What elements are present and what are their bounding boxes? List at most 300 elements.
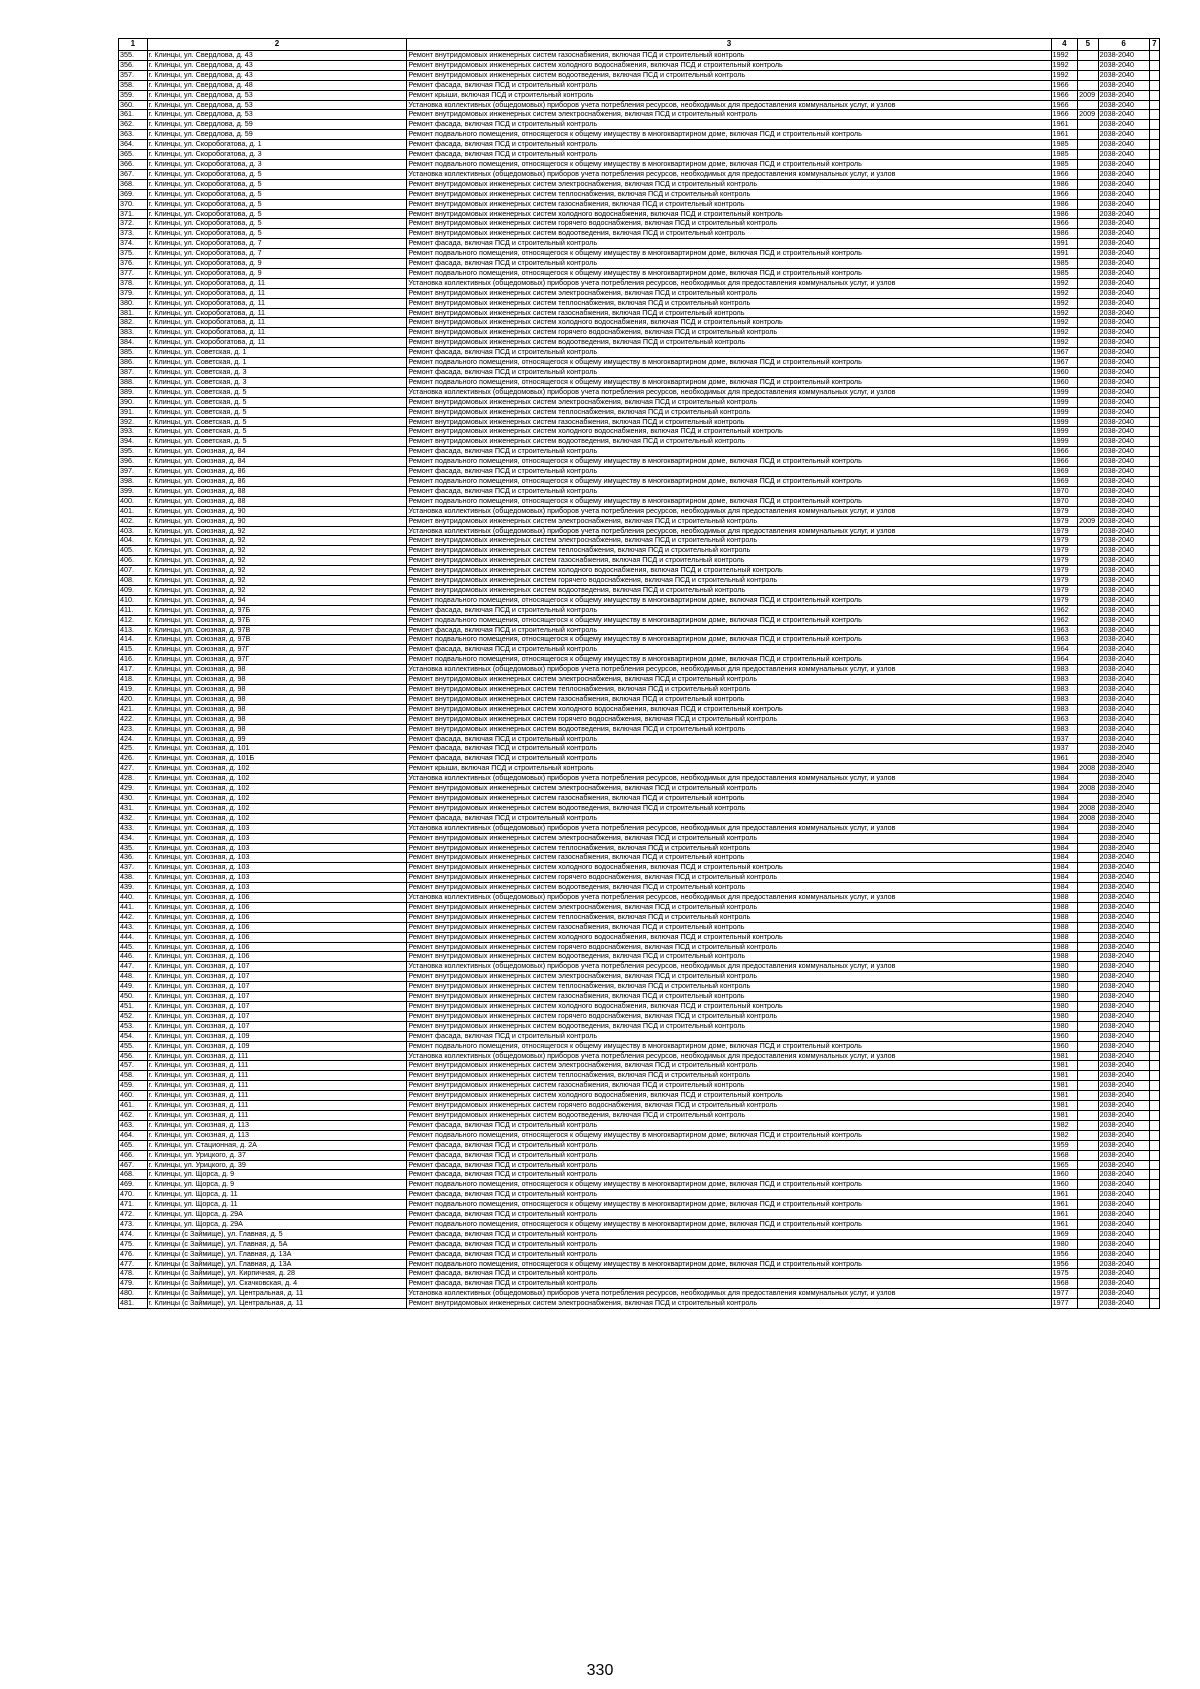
address-cell: г. Клинцы, ул. Скоробогатова, д. 9 xyxy=(147,268,407,278)
extra-col-cell xyxy=(1149,1289,1159,1299)
table-row xyxy=(119,447,1160,457)
row-number-cell: 422. xyxy=(119,714,148,724)
work-type-cell: Ремонт фасада, включая ПСД и строительный контроль xyxy=(407,1239,1051,1249)
address-cell: г. Клинцы, ул. Советская, д. 5 xyxy=(147,427,407,437)
planned-period-cell: 2038-2040 xyxy=(1098,843,1149,853)
planned-period-cell: 2038-2040 xyxy=(1098,1279,1149,1289)
work-type-cell: Ремонт внутридомовых инженерных систем теплоснабжения, включая ПСД и строительный контроль xyxy=(407,912,1051,922)
build-year-cell: 1966 xyxy=(1051,189,1078,199)
work-type-cell: Ремонт внутридомовых инженерных систем водоотведения, включая ПСД и строительный контроль xyxy=(407,952,1051,962)
build-year-cell: 1966 xyxy=(1051,90,1078,100)
row-number-cell: 372. xyxy=(119,219,148,229)
planned-period-cell: 2038-2040 xyxy=(1098,179,1149,189)
build-year-cell: 1988 xyxy=(1051,922,1078,932)
row-number-cell: 402. xyxy=(119,516,148,526)
address-cell: г. Клинцы, ул. Свердлова, д. 53 xyxy=(147,90,407,100)
last-repair-year-cell xyxy=(1078,863,1098,873)
last-repair-year-cell xyxy=(1078,229,1098,239)
build-year-cell: 1970 xyxy=(1051,496,1078,506)
work-type-cell: Ремонт внутридомовых инженерных систем электроснабжения, включая ПСД и строительный контроль xyxy=(407,972,1051,982)
work-type-cell: Ремонт фасада, включая ПСД и строительный контроль xyxy=(407,1210,1051,1220)
work-type-cell: Ремонт внутридомовых инженерных систем водоотведения, включая ПСД и строительный контроль xyxy=(407,803,1051,813)
planned-period-cell: 2038-2040 xyxy=(1098,714,1149,724)
extra-col-cell xyxy=(1149,239,1159,249)
address-cell: г. Клинцы, ул. Союзная, д. 86 xyxy=(147,476,407,486)
build-year-cell: 1979 xyxy=(1051,536,1078,546)
header-col-1: 1 xyxy=(119,39,148,51)
last-repair-year-cell xyxy=(1078,675,1098,685)
table-row xyxy=(119,229,1160,239)
last-repair-year-cell xyxy=(1078,120,1098,130)
work-type-cell: Ремонт внутридомовых инженерных систем холодного водоснабжения, включая ПСД и строительный контроль xyxy=(407,318,1051,328)
planned-period-cell: 2038-2040 xyxy=(1098,417,1149,427)
last-repair-year-cell xyxy=(1078,1130,1098,1140)
row-number-cell: 440. xyxy=(119,893,148,903)
row-number-cell: 427. xyxy=(119,764,148,774)
table-row xyxy=(119,506,1160,516)
address-cell: г. Клинцы, ул. Союзная, д. 98 xyxy=(147,704,407,714)
build-year-cell: 1986 xyxy=(1051,229,1078,239)
planned-period-cell: 2038-2040 xyxy=(1098,734,1149,744)
planned-period-cell: 2038-2040 xyxy=(1098,942,1149,952)
last-repair-year-cell xyxy=(1078,318,1098,328)
address-cell: г. Клинцы, ул. Скоробогатова, д. 5 xyxy=(147,179,407,189)
table-row xyxy=(119,70,1160,80)
address-cell: г. Клинцы, ул. Щорса, д. 9 xyxy=(147,1170,407,1180)
planned-period-cell: 2038-2040 xyxy=(1098,823,1149,833)
extra-col-cell xyxy=(1149,585,1159,595)
address-cell: г. Клинцы, ул. Союзная, д. 97Г xyxy=(147,645,407,655)
last-repair-year-cell xyxy=(1078,348,1098,358)
planned-period-cell: 2038-2040 xyxy=(1098,51,1149,61)
extra-col-cell xyxy=(1149,189,1159,199)
table-row xyxy=(119,189,1160,199)
last-repair-year-cell xyxy=(1078,1190,1098,1200)
build-year-cell: 1984 xyxy=(1051,823,1078,833)
work-type-cell: Ремонт внутридомовых инженерных систем электроснабжения, включая ПСД и строительный контроль xyxy=(407,110,1051,120)
planned-period-cell: 2038-2040 xyxy=(1098,70,1149,80)
planned-period-cell: 2038-2040 xyxy=(1098,1160,1149,1170)
planned-period-cell: 2038-2040 xyxy=(1098,447,1149,457)
row-number-cell: 444. xyxy=(119,932,148,942)
last-repair-year-cell xyxy=(1078,843,1098,853)
table-row xyxy=(119,526,1160,536)
last-repair-year-cell xyxy=(1078,1229,1098,1239)
work-type-cell: Ремонт фасада, включая ПСД и строительный контроль xyxy=(407,813,1051,823)
address-cell: г. Клинцы, ул. Союзная, д. 102 xyxy=(147,774,407,784)
last-repair-year-cell xyxy=(1078,1289,1098,1299)
row-number-cell: 356. xyxy=(119,60,148,70)
table-row xyxy=(119,556,1160,566)
extra-col-cell xyxy=(1149,358,1159,368)
planned-period-cell: 2038-2040 xyxy=(1098,1190,1149,1200)
table-row xyxy=(119,130,1160,140)
extra-col-cell xyxy=(1149,140,1159,150)
extra-col-cell xyxy=(1149,90,1159,100)
build-year-cell: 1961 xyxy=(1051,754,1078,764)
planned-period-cell: 2038-2040 xyxy=(1098,625,1149,635)
build-year-cell: 1999 xyxy=(1051,437,1078,447)
address-cell: г. Клинцы, ул. Союзная, д. 97В xyxy=(147,635,407,645)
address-cell: г. Клинцы, ул. Союзная, д. 84 xyxy=(147,457,407,467)
row-number-cell: 480. xyxy=(119,1289,148,1299)
work-type-cell: Ремонт внутридомовых инженерных систем электроснабжения, включая ПСД и строительный контроль xyxy=(407,397,1051,407)
row-number-cell: 452. xyxy=(119,1011,148,1021)
extra-col-cell xyxy=(1149,70,1159,80)
extra-col-cell xyxy=(1149,992,1159,1002)
build-year-cell: 1979 xyxy=(1051,576,1078,586)
last-repair-year-cell xyxy=(1078,546,1098,556)
address-cell: г. Клинцы, ул. Скоробогатова, д. 11 xyxy=(147,328,407,338)
last-repair-year-cell xyxy=(1078,1279,1098,1289)
row-number-cell: 429. xyxy=(119,784,148,794)
row-number-cell: 357. xyxy=(119,70,148,80)
table-row xyxy=(119,675,1160,685)
row-number-cell: 468. xyxy=(119,1170,148,1180)
row-number-cell: 358. xyxy=(119,80,148,90)
row-number-cell: 377. xyxy=(119,268,148,278)
work-type-cell: Установка коллективных (общедомовых) приборов учета потребления ресурсов, необходимых для предоставления коммунальных услуг, и узлов xyxy=(407,1289,1051,1299)
last-repair-year-cell xyxy=(1078,308,1098,318)
last-repair-year-cell xyxy=(1078,209,1098,219)
row-number-cell: 467. xyxy=(119,1160,148,1170)
table-row xyxy=(119,496,1160,506)
extra-col-cell xyxy=(1149,110,1159,120)
planned-period-cell: 2038-2040 xyxy=(1098,1041,1149,1051)
table-row xyxy=(119,546,1160,556)
last-repair-year-cell xyxy=(1078,1200,1098,1210)
address-cell: г. Клинцы, ул. Союзная, д. 111 xyxy=(147,1101,407,1111)
address-cell: г. Клинцы, ул. Советская, д. 5 xyxy=(147,387,407,397)
address-cell: г. Клинцы, ул. Свердлова, д. 43 xyxy=(147,60,407,70)
planned-period-cell: 2038-2040 xyxy=(1098,774,1149,784)
row-number-cell: 400. xyxy=(119,496,148,506)
row-number-cell: 404. xyxy=(119,536,148,546)
last-repair-year-cell xyxy=(1078,1051,1098,1061)
table-row xyxy=(119,724,1160,734)
build-year-cell: 1984 xyxy=(1051,813,1078,823)
last-repair-year-cell xyxy=(1078,704,1098,714)
extra-col-cell xyxy=(1149,159,1159,169)
address-cell: г. Клинцы, ул. Свердлова, д. 59 xyxy=(147,120,407,130)
extra-col-cell xyxy=(1149,1170,1159,1180)
work-type-cell: Ремонт фасада, включая ПСД и строительный контроль xyxy=(407,80,1051,90)
row-number-cell: 454. xyxy=(119,1031,148,1041)
planned-period-cell: 2038-2040 xyxy=(1098,1011,1149,1021)
extra-col-cell xyxy=(1149,1081,1159,1091)
table-row xyxy=(119,605,1160,615)
extra-col-cell xyxy=(1149,744,1159,754)
last-repair-year-cell xyxy=(1078,1081,1098,1091)
planned-period-cell: 2038-2040 xyxy=(1098,1249,1149,1259)
build-year-cell: 1981 xyxy=(1051,1081,1078,1091)
work-type-cell: Ремонт внутридомовых инженерных систем теплоснабжения, включая ПСД и строительный контроль xyxy=(407,546,1051,556)
last-repair-year-cell xyxy=(1078,774,1098,784)
row-number-cell: 374. xyxy=(119,239,148,249)
row-number-cell: 376. xyxy=(119,259,148,269)
last-repair-year-cell xyxy=(1078,1021,1098,1031)
work-type-cell: Ремонт внутридомовых инженерных систем холодного водоснабжения, включая ПСД и строительный контроль xyxy=(407,1091,1051,1101)
build-year-cell: 1966 xyxy=(1051,100,1078,110)
extra-col-cell xyxy=(1149,576,1159,586)
address-cell: г. Клинцы, ул. Союзная, д. 107 xyxy=(147,992,407,1002)
table-row xyxy=(119,655,1160,665)
extra-col-cell xyxy=(1149,407,1159,417)
last-repair-year-cell xyxy=(1078,962,1098,972)
table-row xyxy=(119,694,1160,704)
page-number: 330 xyxy=(586,1662,614,1679)
table-row xyxy=(119,1180,1160,1190)
table-row xyxy=(119,249,1160,259)
last-repair-year-cell xyxy=(1078,328,1098,338)
last-repair-year-cell xyxy=(1078,823,1098,833)
extra-col-cell xyxy=(1149,229,1159,239)
planned-period-cell: 2038-2040 xyxy=(1098,1021,1149,1031)
address-cell: г. Клинцы, ул. Союзная, д. 86 xyxy=(147,467,407,477)
planned-period-cell: 2038-2040 xyxy=(1098,1051,1149,1061)
table-row xyxy=(119,1061,1160,1071)
extra-col-cell xyxy=(1149,883,1159,893)
extra-col-cell xyxy=(1149,1011,1159,1021)
work-type-cell: Ремонт фасада, включая ПСД и строительный контроль xyxy=(407,734,1051,744)
repair-schedule-table xyxy=(118,38,1160,1309)
last-repair-year-cell xyxy=(1078,1110,1098,1120)
work-type-cell: Ремонт подвального помещения, относящегося к общему имуществу в многоквартирном доме, включая ПСД и строительный контроль xyxy=(407,1041,1051,1051)
build-year-cell: 1960 xyxy=(1051,1031,1078,1041)
build-year-cell: 1983 xyxy=(1051,685,1078,695)
work-type-cell: Ремонт подвального помещения, относящегося к общему имуществу в многоквартирном доме, включая ПСД и строительный контроль xyxy=(407,1259,1051,1269)
address-cell: г. Клинцы, ул. Союзная, д. 109 xyxy=(147,1041,407,1051)
address-cell: г. Клинцы, ул. Союзная, д. 97Г xyxy=(147,655,407,665)
last-repair-year-cell xyxy=(1078,476,1098,486)
table-row xyxy=(119,932,1160,942)
planned-period-cell: 2038-2040 xyxy=(1098,358,1149,368)
address-cell: г. Клинцы, ул. Союзная, д. 98 xyxy=(147,714,407,724)
last-repair-year-cell xyxy=(1078,377,1098,387)
build-year-cell: 1986 xyxy=(1051,209,1078,219)
address-cell: г. Клинцы (с Займище), ул. Главная, д. 13А xyxy=(147,1259,407,1269)
planned-period-cell: 2038-2040 xyxy=(1098,1061,1149,1071)
last-repair-year-cell xyxy=(1078,665,1098,675)
extra-col-cell xyxy=(1149,932,1159,942)
row-number-cell: 381. xyxy=(119,308,148,318)
planned-period-cell: 2038-2040 xyxy=(1098,972,1149,982)
row-number-cell: 384. xyxy=(119,338,148,348)
work-type-cell: Ремонт внутридомовых инженерных систем газоснабжения, включая ПСД и строительный контроль xyxy=(407,556,1051,566)
last-repair-year-cell: 2009 xyxy=(1078,90,1098,100)
extra-col-cell xyxy=(1149,853,1159,863)
work-type-cell: Установка коллективных (общедомовых) приборов учета потребления ресурсов, необходимых для предоставления коммунальных услуг, и узлов xyxy=(407,278,1051,288)
last-repair-year-cell xyxy=(1078,1259,1098,1269)
address-cell: г. Клинцы, ул. Скоробогатова, д. 11 xyxy=(147,288,407,298)
last-repair-year-cell xyxy=(1078,506,1098,516)
row-number-cell: 382. xyxy=(119,318,148,328)
extra-col-cell xyxy=(1149,1210,1159,1220)
planned-period-cell: 2038-2040 xyxy=(1098,298,1149,308)
extra-col-cell xyxy=(1149,863,1159,873)
last-repair-year-cell xyxy=(1078,457,1098,467)
extra-col-cell xyxy=(1149,130,1159,140)
last-repair-year-cell xyxy=(1078,219,1098,229)
last-repair-year-cell xyxy=(1078,833,1098,843)
row-number-cell: 415. xyxy=(119,645,148,655)
extra-col-cell xyxy=(1149,1219,1159,1229)
work-type-cell: Ремонт фасада, включая ПСД и строительный контроль xyxy=(407,1190,1051,1200)
build-year-cell: 1980 xyxy=(1051,1021,1078,1031)
extra-col-cell xyxy=(1149,605,1159,615)
address-cell: г. Клинцы, ул. Союзная, д. 111 xyxy=(147,1071,407,1081)
address-cell: г. Клинцы, ул. Урицкого, д. 37 xyxy=(147,1150,407,1160)
row-number-cell: 447. xyxy=(119,962,148,972)
row-number-cell: 445. xyxy=(119,942,148,952)
table-row xyxy=(119,1160,1160,1170)
table-row xyxy=(119,219,1160,229)
address-cell: г. Клинцы, ул. Союзная, д. 102 xyxy=(147,803,407,813)
address-cell: г. Клинцы, ул. Союзная, д. 107 xyxy=(147,972,407,982)
table-row xyxy=(119,298,1160,308)
row-number-cell: 461. xyxy=(119,1101,148,1111)
build-year-cell: 1992 xyxy=(1051,298,1078,308)
last-repair-year-cell xyxy=(1078,615,1098,625)
planned-period-cell: 2038-2040 xyxy=(1098,1180,1149,1190)
table-row xyxy=(119,1269,1160,1279)
table-row xyxy=(119,1279,1160,1289)
build-year-cell: 1992 xyxy=(1051,288,1078,298)
table-row xyxy=(119,1259,1160,1269)
address-cell: г. Клинцы, ул. Союзная, д. 109 xyxy=(147,1031,407,1041)
extra-col-cell xyxy=(1149,60,1159,70)
work-type-cell: Ремонт внутридомовых инженерных систем электроснабжения, включая ПСД и строительный контроль xyxy=(407,675,1051,685)
extra-col-cell xyxy=(1149,1120,1159,1130)
work-type-cell: Ремонт подвального помещения, относящегося к общему имуществу в многоквартирном доме, включая ПСД и строительный контроль xyxy=(407,1130,1051,1140)
work-type-cell: Ремонт внутридомовых инженерных систем газоснабжения, включая ПСД и строительный контроль xyxy=(407,308,1051,318)
extra-col-cell xyxy=(1149,1031,1159,1041)
planned-period-cell: 2038-2040 xyxy=(1098,922,1149,932)
row-number-cell: 469. xyxy=(119,1180,148,1190)
address-cell: г. Клинцы, ул. Союзная, д. 98 xyxy=(147,675,407,685)
build-year-cell: 1979 xyxy=(1051,595,1078,605)
extra-col-cell xyxy=(1149,1051,1159,1061)
table-row xyxy=(119,80,1160,90)
extra-col-cell xyxy=(1149,813,1159,823)
address-cell: г. Клинцы, ул. Союзная, д. 102 xyxy=(147,813,407,823)
table-row xyxy=(119,942,1160,952)
row-number-cell: 395. xyxy=(119,447,148,457)
extra-col-cell xyxy=(1149,833,1159,843)
last-repair-year-cell xyxy=(1078,942,1098,952)
extra-col-cell xyxy=(1149,516,1159,526)
table-row xyxy=(119,169,1160,179)
work-type-cell: Ремонт внутридомовых инженерных систем электроснабжения, включая ПСД и строительный контроль xyxy=(407,1061,1051,1071)
address-cell: г. Клинцы, ул. Свердлова, д. 43 xyxy=(147,70,407,80)
build-year-cell: 1985 xyxy=(1051,159,1078,169)
address-cell: г. Клинцы, ул. Свердлова, д. 53 xyxy=(147,110,407,120)
last-repair-year-cell xyxy=(1078,982,1098,992)
table-row xyxy=(119,566,1160,576)
last-repair-year-cell: 2008 xyxy=(1078,784,1098,794)
planned-period-cell: 2038-2040 xyxy=(1098,239,1149,249)
row-number-cell: 387. xyxy=(119,368,148,378)
work-type-cell: Ремонт внутридомовых инженерных систем холодного водоснабжения, включая ПСД и строительный контроль xyxy=(407,427,1051,437)
build-year-cell: 1980 xyxy=(1051,1002,1078,1012)
build-year-cell: 1984 xyxy=(1051,793,1078,803)
table-row xyxy=(119,635,1160,645)
last-repair-year-cell xyxy=(1078,447,1098,457)
work-type-cell: Ремонт внутридомовых инженерных систем теплоснабжения, включая ПСД и строительный контроль xyxy=(407,298,1051,308)
extra-col-cell xyxy=(1149,288,1159,298)
row-number-cell: 373. xyxy=(119,229,148,239)
row-number-cell: 470. xyxy=(119,1190,148,1200)
extra-col-cell xyxy=(1149,1130,1159,1140)
row-number-cell: 421. xyxy=(119,704,148,714)
planned-period-cell: 2038-2040 xyxy=(1098,556,1149,566)
build-year-cell: 1968 xyxy=(1051,1150,1078,1160)
extra-col-cell xyxy=(1149,298,1159,308)
address-cell: г. Клинцы, ул. Союзная, д. 106 xyxy=(147,932,407,942)
work-type-cell: Ремонт фасада, включая ПСД и строительный контроль xyxy=(407,754,1051,764)
row-number-cell: 399. xyxy=(119,486,148,496)
table-row xyxy=(119,209,1160,219)
extra-col-cell xyxy=(1149,368,1159,378)
extra-col-cell xyxy=(1149,982,1159,992)
header-row xyxy=(119,39,1160,51)
table-row xyxy=(119,595,1160,605)
extra-col-cell xyxy=(1149,1041,1159,1051)
last-repair-year-cell xyxy=(1078,972,1098,982)
planned-period-cell: 2038-2040 xyxy=(1098,1219,1149,1229)
row-number-cell: 457. xyxy=(119,1061,148,1071)
work-type-cell: Ремонт внутридомовых инженерных систем электроснабжения, включая ПСД и строительный контроль xyxy=(407,516,1051,526)
build-year-cell: 1988 xyxy=(1051,893,1078,903)
row-number-cell: 389. xyxy=(119,387,148,397)
table-row xyxy=(119,100,1160,110)
last-repair-year-cell xyxy=(1078,407,1098,417)
row-number-cell: 359. xyxy=(119,90,148,100)
address-cell: г. Клинцы, ул. Советская, д. 5 xyxy=(147,417,407,427)
build-year-cell: 1986 xyxy=(1051,179,1078,189)
extra-col-cell xyxy=(1149,1002,1159,1012)
build-year-cell: 1984 xyxy=(1051,863,1078,873)
row-number-cell: 430. xyxy=(119,793,148,803)
planned-period-cell: 2038-2040 xyxy=(1098,150,1149,160)
address-cell: г. Клинцы (с Займище), ул. Кирпичная, д. 28 xyxy=(147,1269,407,1279)
work-type-cell: Ремонт фасада, включая ПСД и строительный контроль xyxy=(407,605,1051,615)
planned-period-cell: 2038-2040 xyxy=(1098,615,1149,625)
address-cell: г. Клинцы, ул. Союзная, д. 99 xyxy=(147,734,407,744)
table-row xyxy=(119,902,1160,912)
last-repair-year-cell xyxy=(1078,685,1098,695)
row-number-cell: 379. xyxy=(119,288,148,298)
work-type-cell: Ремонт подвального помещения, относящегося к общему имуществу в многоквартирном доме, включая ПСД и строительный контроль xyxy=(407,1200,1051,1210)
planned-period-cell: 2038-2040 xyxy=(1098,407,1149,417)
planned-period-cell: 2038-2040 xyxy=(1098,1091,1149,1101)
row-number-cell: 449. xyxy=(119,982,148,992)
build-year-cell: 1985 xyxy=(1051,259,1078,269)
build-year-cell: 1984 xyxy=(1051,833,1078,843)
build-year-cell: 1969 xyxy=(1051,476,1078,486)
work-type-cell: Ремонт подвального помещения, относящегося к общему имуществу в многоквартирном доме, включая ПСД и строительный контроль xyxy=(407,159,1051,169)
row-number-cell: 463. xyxy=(119,1120,148,1130)
work-type-cell: Ремонт внутридомовых инженерных систем водоотведения, включая ПСД и строительный контроль xyxy=(407,229,1051,239)
extra-col-cell xyxy=(1149,704,1159,714)
planned-period-cell: 2038-2040 xyxy=(1098,377,1149,387)
build-year-cell: 1977 xyxy=(1051,1299,1078,1309)
work-type-cell: Ремонт подвального помещения, относящегося к общему имуществу в многоквартирном доме, включая ПСД и строительный контроль xyxy=(407,655,1051,665)
build-year-cell: 1968 xyxy=(1051,1279,1078,1289)
row-number-cell: 370. xyxy=(119,199,148,209)
address-cell: г. Клинцы, ул. Щорса, д. 9 xyxy=(147,1180,407,1190)
planned-period-cell: 2038-2040 xyxy=(1098,1239,1149,1249)
